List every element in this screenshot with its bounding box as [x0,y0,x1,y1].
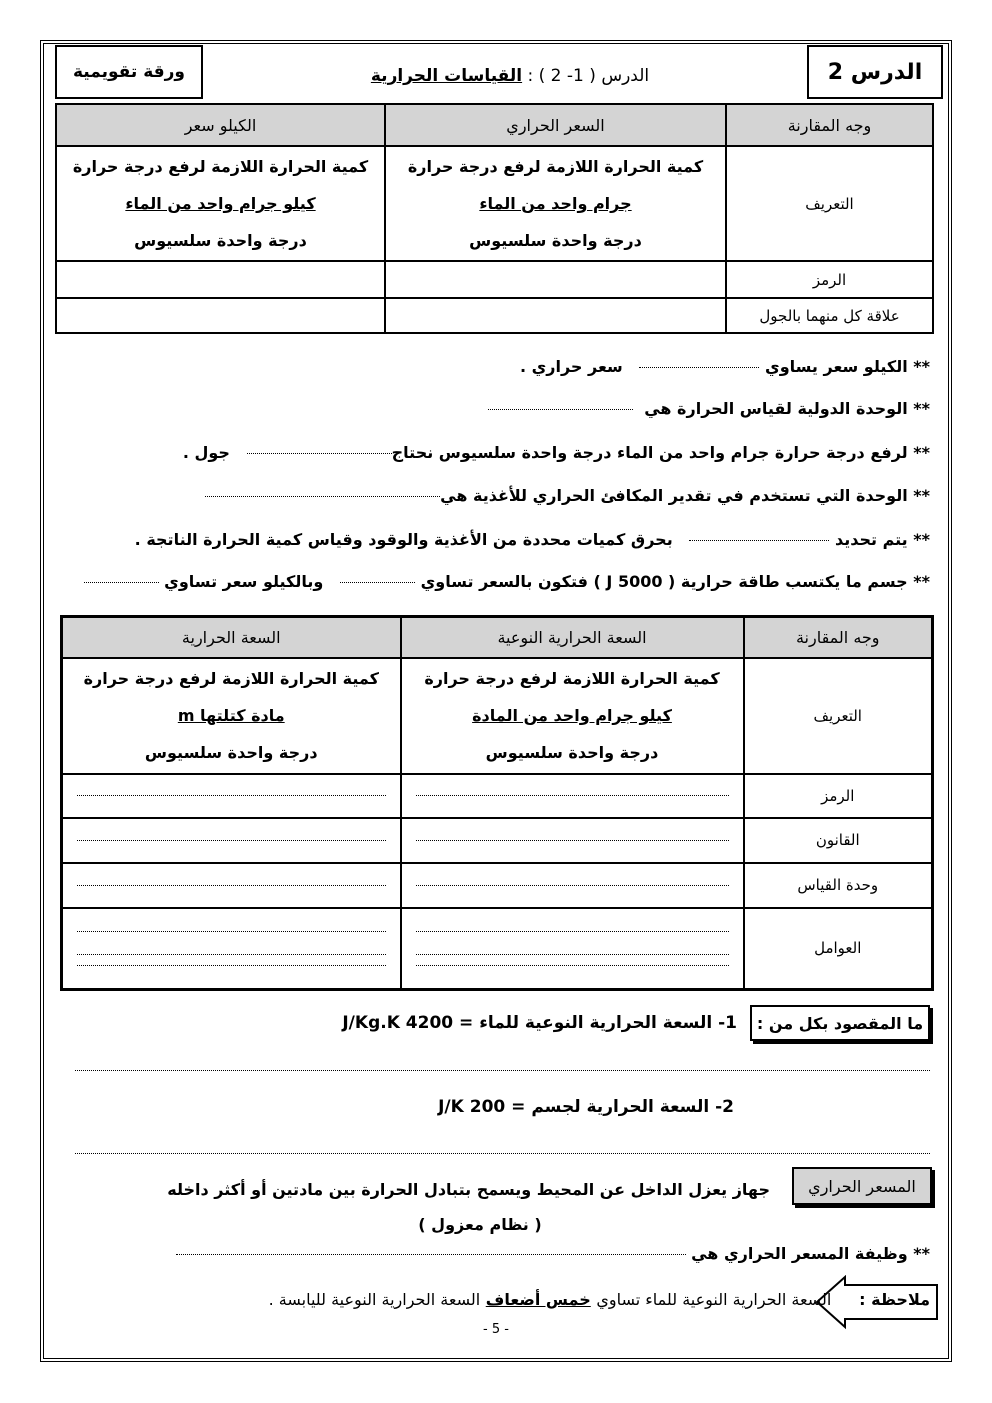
title-prefix: الدرس ( 1- 2 ) : [527,66,650,86]
definition-cell: كمية الحرارة اللازمة لرفع درجة حرارة جرام واحد من الماء درجة واحدة سلسيوس [385,146,726,261]
title-text: القياسات الحرارية [370,66,523,86]
definition-cell: كمية الحرارة اللازمة لرفع درجة حرارة كيلو جرام واحد من الماء درجة واحدة سلسيوس [56,146,385,261]
blank[interactable] [639,367,759,368]
definition-cell: كمية الحرارة اللازمة لرفع درجة حرارة كيلو جرام واحد من المادة درجة واحدة سلسيوس [401,658,744,774]
answer-line[interactable] [75,1153,930,1154]
statement: ** الكيلو سعر يساوي سعر حراري . [519,357,930,376]
row-label: وحدة القياس [744,863,933,908]
row-label: الرمز [744,774,933,818]
col-header: وجه المقارنة [726,104,933,146]
statement: ** جسم ما يكتسب طاقة حرارية ( 5000 J ) فتكون بالسعر تساوي وبالكيلو سعر تساوي [84,572,930,591]
remark: ملاحظة : السعة الحرارية النوعية للماء تساوي خمس أضعاف السعة الحرارية النوعية لليابسة . [268,1290,930,1309]
answer-cell[interactable] [62,908,401,990]
worksheet-box: ورقة تقويمية [55,45,203,99]
blank[interactable] [176,1254,686,1255]
statement: ** لرفع درجة حرارة جرام واحد من الماء درجة واحدة سلسيوس نحتاج جول . [182,443,930,462]
answer-cell[interactable] [401,818,744,863]
row-label: القانون [744,818,933,863]
blank[interactable] [340,582,415,583]
remark-label: ملاحظة : [859,1290,930,1309]
meaning-tag: ما المقصود بكل من : [750,1005,930,1041]
answer-cell[interactable] [62,863,401,908]
blank[interactable] [247,453,392,454]
definition-cell: كمية الحرارة اللازمة لرفع درجة حرارة مادة كتلتها m درجة واحدة سلسيوس [62,658,401,774]
answer-cell[interactable] [385,298,726,333]
table-heat-capacity-comparison [60,615,934,991]
meaning-q1: 1- السعة الحرارية النوعية للماء = J/Kg.K 4200 [342,1013,737,1033]
page-title [230,66,790,86]
row-label: التعريف [726,146,933,261]
statement: ** يتم تحديد بحرق كميات محددة من الأغذية والوقود وقياس كمية الحرارة الناتجة . [134,530,930,549]
row-label: التعريف [744,658,933,774]
row-label: الرمز [726,261,933,298]
answer-cell[interactable] [401,908,744,990]
calorimeter-definition: جهاز يعزل الداخل عن المحيط ويسمح بتبادل الحرارة بين مادتين أو أكثر داخله [167,1180,770,1199]
answer-cell[interactable] [401,774,744,818]
col-header: السعة الحرارية [62,617,401,658]
answer-cell[interactable] [385,261,726,298]
blank[interactable] [689,540,829,541]
meaning-q2: 2- السعة الحرارية لجسم = J/K 200 [438,1097,734,1117]
col-header: الكيلو سعر [56,104,385,146]
statement: ** الوحدة التي تستخدم في تقدير المكافئ الحراري للأغذية هي [205,486,930,505]
row-label: العوامل [744,908,933,990]
col-header: السعة الحرارية النوعية [401,617,744,658]
answer-cell[interactable] [401,863,744,908]
blank[interactable] [205,496,440,497]
statement: ** الوحدة الدولية لقياس الحرارة هي [488,399,930,418]
blank[interactable] [488,409,633,410]
page-number: - 5 - [483,1322,509,1337]
calorimeter-function: ** وظيفة المسعر الحراري هي [176,1244,930,1263]
row-label: علاقة كل منهما بالجول [726,298,933,333]
calorimeter-tag: المسعر الحراري [792,1167,932,1205]
answer-cell[interactable] [62,818,401,863]
answer-cell[interactable] [56,261,385,298]
calorimeter-note: ( نظام معزول ) [418,1215,542,1234]
answer-line[interactable] [75,1070,930,1071]
col-header: وجه المقارنة [744,617,933,658]
blank[interactable] [84,582,159,583]
lesson-box: الدرس 2 [807,45,943,99]
answer-cell[interactable] [56,298,385,333]
table-calorie-comparison [55,103,934,334]
col-header: السعر الحراري [385,104,726,146]
answer-cell[interactable] [62,774,401,818]
